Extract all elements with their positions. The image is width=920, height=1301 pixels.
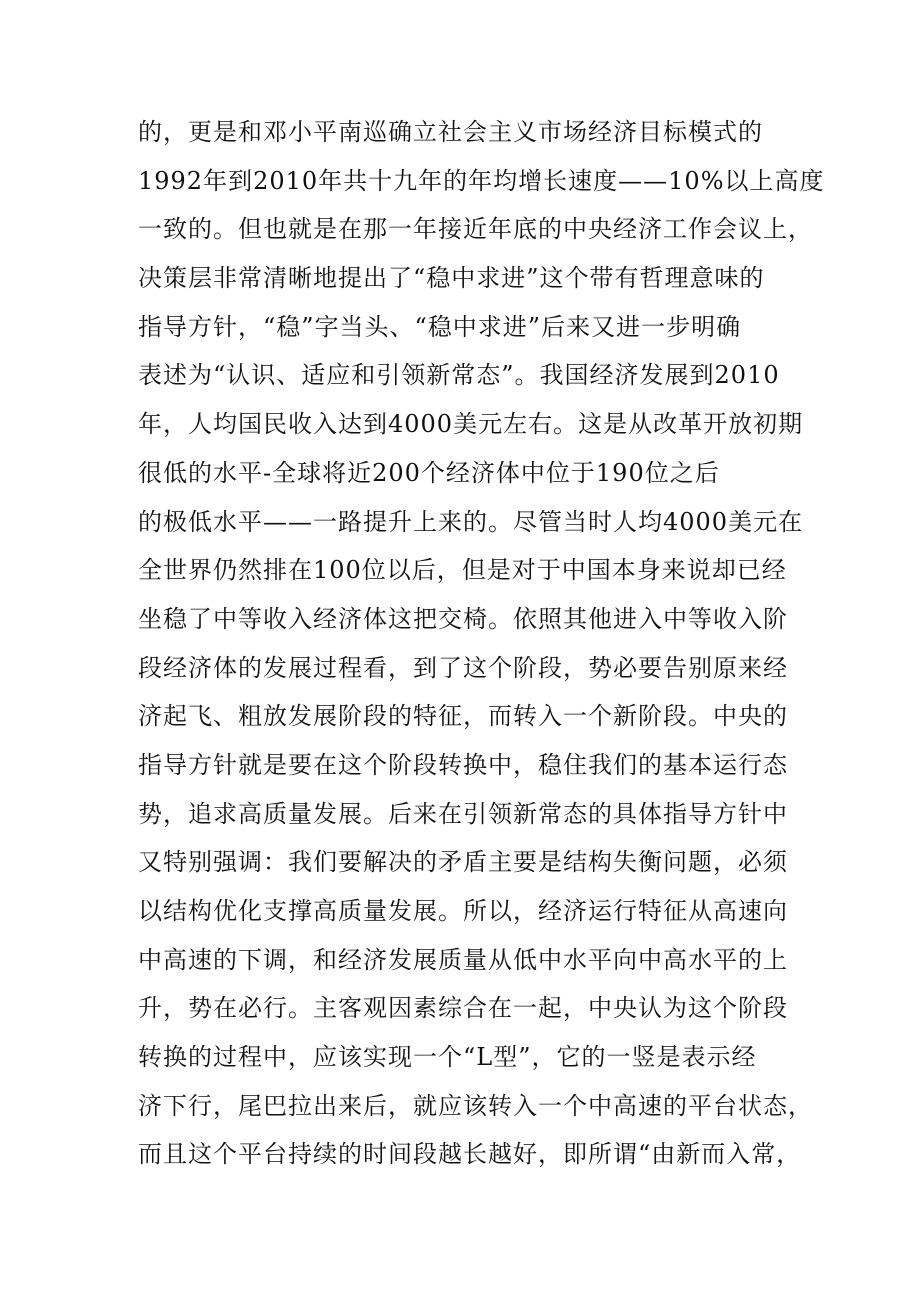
text-line: 全世界仍然排在100位以后，但是对于中国本身来说却已经 xyxy=(138,556,787,585)
text-line: 济下行，尾巴拉出来后，就应该转入一个中高速的平台状态， xyxy=(138,1091,813,1120)
text-line: 坐稳了中等收入经济体这把交椅。依照其他进入中等收入阶 xyxy=(138,604,788,633)
text-line: 势，追求高质量发展。后来在引领新常态的具体指导方针中 xyxy=(138,799,788,828)
text-line: 而且这个平台持续的时间段越长越好，即所谓“由新而入常， xyxy=(138,1140,802,1169)
text-line: 的，更是和邓小平南巡确立社会主义市场经济目标模式的 xyxy=(138,118,763,146)
text-line: 的极低水平——一路提升上来的。尽管当时人均4000美元在 xyxy=(138,507,804,536)
text-line: 很低的水平-全球将近200个经济体中位于190位之后 xyxy=(138,458,720,487)
text-line: 1992年到2010年共十九年的年均增长速度——10%以上高度 xyxy=(138,166,825,195)
text-line: 中高速的下调，和经济发展质量从低中水平向中高水平的上 xyxy=(138,945,788,974)
text-line: 又特别强调：我们要解决的矛盾主要是结构失衡问题，必须 xyxy=(138,848,788,877)
text-line: 段经济体的发展过程看，到了这个阶段，势必要告别原来经 xyxy=(138,653,788,682)
text-line: 年，人均国民收入达到4000美元左右。这是从改革开放初期 xyxy=(138,410,804,439)
text-line: 转换的过程中，应该实现一个“L型”，它的一竖是表示经 xyxy=(138,1043,757,1072)
body-text xyxy=(138,108,825,1179)
text-line: 以结构优化支撑高质量发展。所以，经济运行特征从高速向 xyxy=(138,897,788,925)
text-line: 决策层非常清晰地提出了“稳中求进”这个带有哲理意味的 xyxy=(138,264,765,293)
text-line: 升，势在必行。主客观因素综合在一起，中央认为这个阶段 xyxy=(138,994,788,1023)
text-line: 表述为“认识、适应和引领新常态”。我国经济发展到2010 xyxy=(138,361,780,390)
text-line: 一致的。但也就是在那一年接近年底的中央经济工作会议上， xyxy=(138,215,813,244)
text-line: 指导方针就是要在这个阶段转换中，稳住我们的基本运行态 xyxy=(138,750,788,779)
text-line: 济起飞、粗放发展阶段的特征，而转入一个新阶段。中央的 xyxy=(138,702,788,731)
text-line: 指导方针，“稳”字当头、“稳中求进”后来又进一步明确 xyxy=(138,312,742,341)
